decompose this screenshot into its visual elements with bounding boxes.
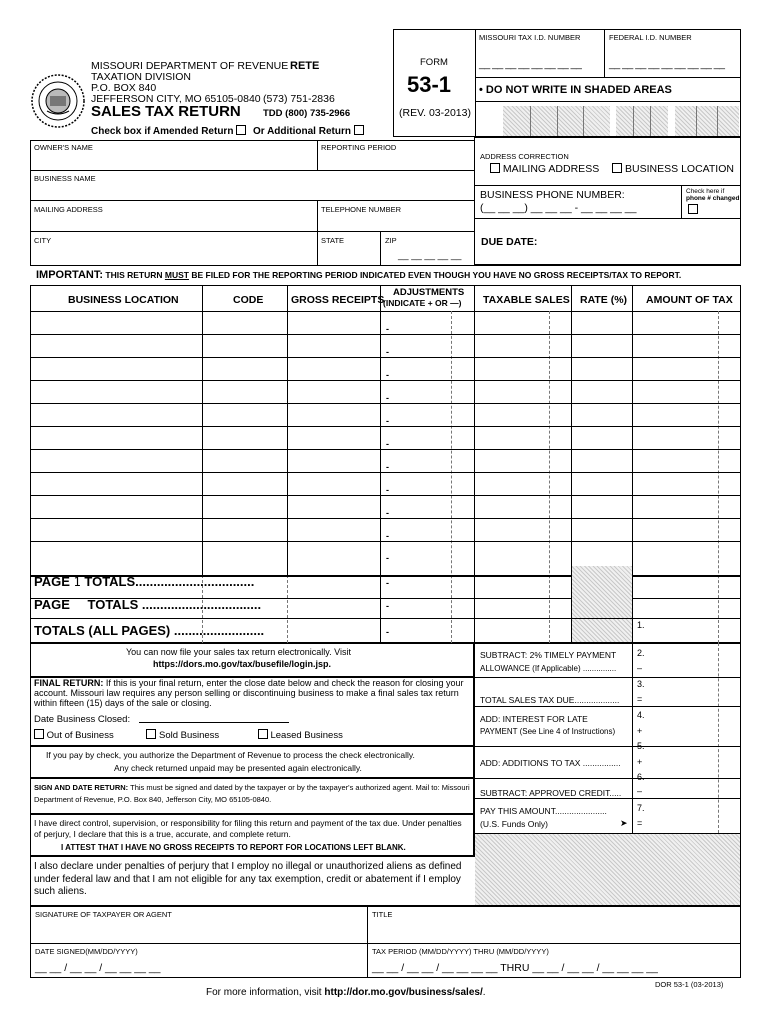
mo-tax-id-field[interactable]: __ __ __ __ __ __ __ __ <box>479 58 582 70</box>
col-rate: RATE (%) <box>580 294 628 306</box>
line5-number: 5. <box>637 741 645 751</box>
close-reason-options: Out of Business Sold Business Leased Business <box>34 729 343 741</box>
line3-label: TOTAL SALES TAX DUE................... <box>480 695 620 705</box>
form-id: DOR 53-1 (03-2013) <box>655 980 724 989</box>
row-marker: - <box>386 393 389 403</box>
agency-phone: (573) 751-2836 <box>263 93 335 105</box>
row-marker: - <box>386 439 389 449</box>
address-correction-options: MAILING ADDRESS BUSINESS LOCATION <box>490 163 734 175</box>
telephone-label: TELEPHONE NUMBER <box>321 205 402 214</box>
line6-number: 6. <box>637 772 645 782</box>
leased-business-checkbox[interactable] <box>258 729 268 739</box>
sign-text: SIGN AND DATE RETURN: This must be signed and dated by the taxpayer or by the taxpayer's authorized agent. Mail to: Missouri Department of Revenue, P.O. Box 840, Jefferson City, MO 65105-0840. <box>34 783 470 804</box>
state-seal-icon <box>30 73 86 129</box>
electronic-url[interactable]: https://dors.mo.gov/tax/busefile/login.jsp. <box>153 659 332 669</box>
agency-name: MISSOURI DEPARTMENT OF REVENUE <box>91 60 289 72</box>
line2-op: – <box>637 663 643 673</box>
city-label: CITY <box>34 236 52 245</box>
check-here-label: Check here if <box>686 188 725 195</box>
date-closed-label: Date Business Closed: <box>34 714 131 725</box>
row-marker: - <box>386 601 389 611</box>
line4-label: ADD: INTEREST FOR LATE <box>480 714 588 724</box>
row-marker: - <box>386 531 389 541</box>
line2-number: 2. <box>637 648 645 658</box>
pay-arrow-icon: ➤ <box>620 818 628 828</box>
col-business-location: BUSINESS LOCATION <box>68 294 179 306</box>
date-signed-label: DATE SIGNED(MM/DD/YYYY) <box>35 947 138 956</box>
phone-changed-checkbox[interactable] <box>688 204 698 214</box>
date-closed-field[interactable] <box>139 722 289 723</box>
amended-return-checkbox[interactable] <box>236 125 246 135</box>
rete-label: RETE <box>290 60 320 72</box>
line3-number: 3. <box>637 679 645 689</box>
col-code: CODE <box>233 294 264 306</box>
check-notice-1: If you pay by check, you authorize the Department of Revenue to process the check electronically. <box>46 750 415 760</box>
owner-name-label: OWNER'S NAME <box>34 143 93 152</box>
more-info: For more information, visit http://dor.mo.gov/business/sales/. <box>206 987 486 998</box>
col-adjustments-sub: (INDICATE + OR —) <box>383 298 462 308</box>
line6-op: – <box>637 786 643 796</box>
page-title: SALES TAX RETURN <box>91 103 241 120</box>
line2-sub: ALLOWANCE (If Applicable) ............... <box>480 664 617 673</box>
line2-label: SUBTRACT: 2% TIMELY PAYMENT <box>480 650 617 660</box>
additional-return-checkbox[interactable] <box>354 125 364 135</box>
business-phone-label: BUSINESS PHONE NUMBER: <box>480 189 625 201</box>
page1-rate-shade <box>572 566 632 618</box>
signature-label: SIGNATURE OF TAXPAYER OR AGENT <box>35 910 172 919</box>
mailing-address-checkbox[interactable] <box>490 163 500 173</box>
final-return-text: FINAL RETURN: If this is your final return, enter the close date below and check the reason for closing your account. Missouri law requires any person selling or discontinuing business to make a final sales tax return within fifteen (15) days of the sale or closing. <box>34 678 464 708</box>
col-taxable-sales: TAXABLE SALES <box>483 294 570 306</box>
division-name: TAXATION DIVISION <box>91 71 191 83</box>
due-date-label: DUE DATE: <box>481 236 538 248</box>
attest-text: I ATTEST THAT I HAVE NO GROSS RECEIPTS TO REPORT FOR LOCATIONS LEFT BLANK. <box>61 843 406 852</box>
totals-all-pages: TOTALS (ALL PAGES) ......................... <box>34 623 265 638</box>
amended-return: Check box if Amended Return Or Additional Return <box>91 125 364 137</box>
col-gross-receipts: GROSS RECEIPTS <box>291 294 385 306</box>
row-marker: - <box>386 416 389 426</box>
important-notice: IMPORTANT: THIS RETURN MUST BE FILED FOR THE REPORTING PERIOD INDICATED EVEN THOUGH YOU HAVE NO GROSS RECEIPTS/TAX TO REPORT. <box>36 269 682 281</box>
mo-tax-id-label: MISSOURI TAX I.D. NUMBER <box>479 33 581 42</box>
shaded-notice: • DO NOT WRITE IN SHADED AREAS <box>479 84 672 96</box>
shaded-box-2 <box>616 106 668 136</box>
row-marker: - <box>386 578 389 588</box>
zip-field[interactable]: __ __ __ __ __ <box>398 250 462 261</box>
page-totals-row-1: PAGE 1 TOTALS................................. <box>34 574 255 589</box>
shaded-box-3 <box>675 106 739 136</box>
row-marker: - <box>386 370 389 380</box>
sold-business-checkbox[interactable] <box>146 729 156 739</box>
line4-number: 4. <box>637 710 645 720</box>
row-marker: - <box>386 627 389 637</box>
totals-rate-shade <box>572 619 632 642</box>
row-marker: - <box>386 553 389 563</box>
page-totals-row-2: PAGE TOTALS ................................. <box>34 597 262 612</box>
tax-period-label: TAX PERIOD (MM/DD/YYYY) THRU (MM/DD/YYYY) <box>372 947 549 956</box>
date-signed-field[interactable]: __ __ / __ __ / __ __ __ __ <box>35 962 161 974</box>
phone-changed-label: phone # changed <box>686 195 740 202</box>
row-marker: - <box>386 485 389 495</box>
perjury-text: I have direct control, supervision, or responsibility for filing this return and payment of the tax due. Under penalties of perjury, I declare that this is a true, accurate, and complete return. <box>34 818 462 840</box>
line6-label: SUBTRACT: APPROVED CREDIT..... <box>480 788 622 798</box>
line7-label: PAY THIS AMOUNT...................... <box>480 806 607 816</box>
business-phone-field[interactable]: (__ __ __) __ __ __ - __ __ __ __ <box>480 202 637 214</box>
line3-op: = <box>637 694 643 704</box>
po-box: P.O. BOX 840 <box>91 82 157 94</box>
col-adjustments: ADJUSTMENTS <box>393 287 465 298</box>
line4-op: + <box>637 726 643 736</box>
mailing-address-label: MAILING ADDRESS <box>34 205 103 214</box>
check-notice-2: Any check returned unpaid may be presented again electronically. <box>114 763 362 773</box>
line5-op: + <box>637 757 643 767</box>
form-revision: (REV. 03-2013) <box>399 107 471 119</box>
row-marker: - <box>386 347 389 357</box>
row-marker: - <box>386 462 389 472</box>
aliens-text: I also declare under penalties of perjury that I employ no illegal or unauthorized aliens as defined under federal law and that I am not eligible for any tax exemption, credit or abatement if I employ such aliens. <box>34 861 462 897</box>
row-marker: - <box>386 324 389 334</box>
line5-label: ADD: ADDITIONS TO TAX ................ <box>480 758 621 768</box>
business-name-label: BUSINESS NAME <box>34 174 96 183</box>
federal-id-label: FEDERAL I.D. NUMBER <box>609 33 692 42</box>
title-label: TITLE <box>372 910 393 919</box>
agency-city: JEFFERSON CITY, MO 65105-0840 <box>91 93 261 105</box>
business-location-checkbox[interactable] <box>612 163 622 173</box>
form-number: 53-1 <box>407 72 452 97</box>
out-of-business-checkbox[interactable] <box>34 729 44 739</box>
line4-sub: PAYMENT (See Line 4 of Instructions) <box>480 727 616 736</box>
form-label: FORM <box>420 57 448 68</box>
row-marker: - <box>386 508 389 518</box>
calc-shade <box>475 834 740 905</box>
zip-label: ZIP <box>385 236 397 245</box>
line7-number: 7. <box>637 803 645 813</box>
tax-period-field[interactable]: __ __ / __ __ / __ __ __ __ THRU __ __ / __ __ / __ __ __ __ <box>372 962 658 974</box>
line-1-number: 1. <box>637 620 645 630</box>
line7-sub: (U.S. Funds Only) <box>480 819 549 829</box>
tdd-number: TDD (800) 735-2966 <box>263 108 351 119</box>
reporting-period-label: REPORTING PERIOD <box>321 143 397 152</box>
state-label: STATE <box>321 236 345 245</box>
address-correction-label: ADDRESS CORRECTION <box>480 152 569 161</box>
more-info-link[interactable]: http://dor.mo.gov/business/sales/ <box>324 987 483 998</box>
federal-id-field[interactable]: __ __ __ __ __ __ __ __ __ <box>609 58 725 70</box>
electronic-text: You can now file your sales tax return electronically. Visit <box>126 647 351 657</box>
line7-op: = <box>637 818 643 828</box>
col-amount-of-tax: AMOUNT OF TAX <box>646 294 733 306</box>
